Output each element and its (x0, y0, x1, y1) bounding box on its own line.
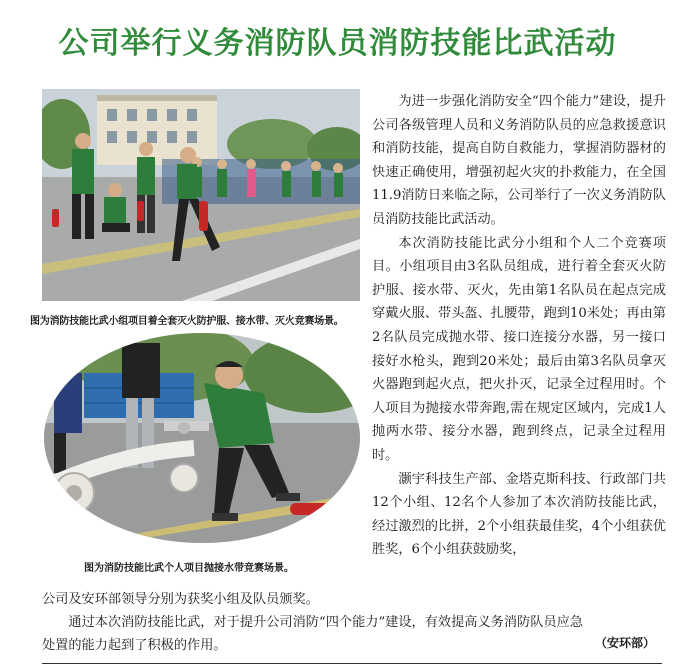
photo-caption-2: 图为消防技能比武个人项目抛接水带竞赛场景。 (84, 563, 294, 574)
paragraph-conclusion-line1: 通过本次消防技能比武，对于提升公司消防“四个能力”建设，有效提高义务消防队员应急 (68, 615, 583, 630)
photo-caption-1: 图为消防技能比武小组项目着全套灭火防护服、接水带、灭火竞赛场景。 (30, 316, 344, 327)
paragraph-competition-rules: 本次消防技能比武分小组和个人二个竞赛项目。小组项目由3名队员组成，进行着全套灭火防护服、接水带、灭火，先由第1名队员在起点完成穿戴火服、带头盔、扎腰带，跑到10米处；再由第2名队员完成抛水带、接口连接分水器，另一接口接好水枪头，跑到20米处；最后由第3名队员拿灭火器跑到起火点，把火扑灭，记录全过程用时。个人项目为抛接水带奔跑,需在规定区域内，完成1人抛两水带、接分水器，跑到终点，记录全过程用时。 (372, 235, 666, 463)
team-competition-photo (42, 89, 360, 301)
article-author: （安环部） (594, 636, 655, 650)
paragraph-participants: 灏宇科技生产部、金塔克斯科技、行政部门共12个小组、12名个人参加了本次消防技能比武，经过激烈的比拼，2个小组获最佳奖，4个小组获优胜奖，6个小组获鼓励奖， (372, 471, 666, 558)
individual-competition-photo (44, 333, 360, 543)
article-body-column (372, 90, 666, 562)
article-title: 公司举行义务消防队员消防技能比武活动 (58, 26, 617, 61)
paragraph-intro: 为进一步强化消防安全“四个能力”建设，提升公司各级管理人员和义务消防队员的应急救援意识和消防技能，提高自防自救能力，掌握消防器材的快速正确使用，增强初起火灾的扑救能力，在全国11.9消防日来临之际，公司举行了一次义务消防队员消防技能比武活动。 (372, 94, 666, 227)
paragraph-awards-continuation: 公司及安环部领导分别为获奖小组及队员颁奖。 (42, 592, 319, 607)
paragraph-conclusion-line2: 处置的能力起到了积极的作用。 (42, 638, 227, 653)
bottom-divider (42, 663, 662, 664)
